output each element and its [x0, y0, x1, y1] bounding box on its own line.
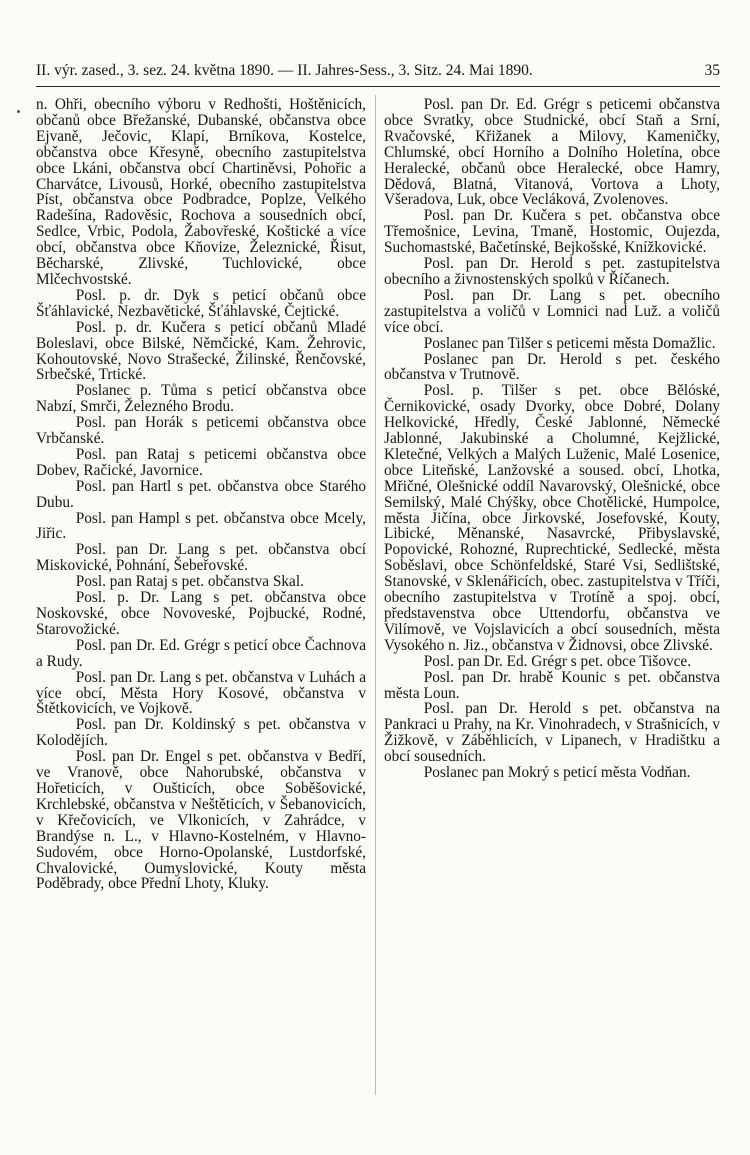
- paragraph: Posl. pan Hartl s pet. občanstva obce Starého Dubu.: [36, 477, 366, 511]
- page-number: 35: [704, 62, 720, 79]
- page-header: [36, 60, 720, 82]
- right-column: [384, 97, 720, 781]
- paragraph: Poslanec p. Tůma s peticí občanstva obce Nabzí, Smrči, Železného Brodu.: [36, 382, 366, 416]
- paragraph: Posl. pan Dr. Koldinský s pet. občanstva v Kolodějích.: [36, 716, 366, 750]
- paragraph: Posl. pan Rataj s pet. občanstva Skal.: [75, 573, 304, 591]
- paragraph: Posl. pan Dr. Herold s pet. zastupitelstva obecního a živnostenských spolků v Říčanech.: [384, 255, 720, 288]
- paragraph: Posl. pan Dr. Lang s pet. obecního zastupitelstva a voličů v Lomnici nad Luž. a voličů více obcí.: [384, 286, 720, 336]
- paragraph: Posl. pan Dr. Lang s pet. občanstva obcí Miskovické, Pohnání, Šebeřovské.: [36, 541, 366, 575]
- paragraph: Posl. p. Dr. Lang s pet. občanstva obce Noskovské, obce Novoveské, Pojbucké, Rodné, Starovožické.: [36, 589, 366, 638]
- paragraph: Posl. pan Dr. Lang s pet. občanstva v Luhách a více obcí, Města Hory Kosové, občanstva v Štětkovicích, ve Vojkově.: [36, 668, 366, 718]
- paragraph: Posl. pan Dr. Ed. Grégr s peticí obce Čachnova a Rudy.: [36, 636, 366, 670]
- print-speck: [17, 110, 20, 113]
- column-divider: [375, 95, 376, 1095]
- paragraph: Posl. p. Tilšer s pet. obce Bělóské, Černikovické, osady Dvorky, obce Dobré, Dolany Helkovické, Hředly, České Jablonné, Německé Jablonné, Jakubinské a Cholumné, Kejžlické, Kletečné, Velkých a Malých Luženic, Malé Losenice, obce Liteňské, Lanžovské a soused. obcí, Lhotka, Mřičné, Olešnické oddíl Navarovský, Olešnické, obce Semilský, Malé Chýšky, obce Chotělické, Humpolce, města Jičína, obce Jirkovské, Josefovské, Kouty, Libické, Měnanské, Nasavrcké, Přibyslavské, Popovické, Rohozné, Ruprechtické, Sedlecké, města Soběslavi, obce Schönfeldské, Staré Vsi, Sedlištské, Stanovské, v Sklenářicích, obec. zastupitelstva v Tříči, obecního zastupitelstva v Trotíně a spoj. obcí, představenstva obce Uttendorfu, občanstva ve Vilímově, ve Vojslavicích a obcí sousedních, města Vysokého n. Jiz., občanstva v Židnovsi, obce Zlivské.: [384, 382, 720, 654]
- header-rule: [36, 86, 720, 87]
- paragraph: Poslanec pan Dr. Herold s pet. českého občanstva v Trutnově.: [384, 350, 720, 384]
- left-column: [36, 97, 366, 892]
- paragraph: Posl. pan Hampl s pet. občanstva obce Mcely, Jiřic.: [36, 509, 366, 543]
- running-head: II. výr. zased., 3. sez. 24. května 1890. — II. Jahres-Sess., 3. Sitz. 24. Mai 1890.: [36, 62, 533, 79]
- paragraph: Posl. pan Rataj s peticemi občanstva obce Dobev, Račické, Javornice.: [36, 445, 366, 479]
- paragraph: Posl. pan Dr. Ed. Grégr s pet. obce Tišovce.: [423, 652, 692, 670]
- paragraph: n. Ohři, obecního výboru v Redhošti, Hoštěnicích, občanů obce Břežanské, Dubanské, občanstva obce Ejvaně, Ječovic, Klapí, Brníkova, Kostelce, občanstva obce Křesyně, obecního zastupitelstva obce Lkáni, občanstva obcí Chartiněvsi, Pohořic a Charvátce, Livousů, Horké, obecního zastupitelstva Píst, občanstva obce Podbradce, Poplze, Velkého Radešína, Radověsic, Rochova a sousedních obcí, Sedlce, Vrbic, Podola, Žabovřeské, Koštické a více obcí, občanstva obce Kňovize, Železnické, Řisut, Běcharské, Zlivské, Tuchlovické, obce Mlčechvostské.: [36, 96, 366, 288]
- paragraph: Poslanec pan Mokrý s peticí města Vodňan.: [423, 764, 691, 782]
- paragraph: Poslanec pan Tilšer s peticemi města Domažlic.: [423, 334, 716, 352]
- paragraph: Posl. pan Dr. Herold s pet. občanstva na Pankraci u Prahy, na Kr. Vinohradech, v Strašnicích, v Žižkově, v Záběhlicích, v Lipanech, v Hradištku a obcí sousedních.: [384, 700, 720, 766]
- paragraph: Posl. pan Dr. Engel s pet. občanstva v Bedří, ve Vranově, obce Nahorubské, občanstva v Hořeticích, v Oušticích, obce Soběšovické, Krchlebské, občanstva v Neštěticích, v Šebanovicích, v Křečovicích, ve Vlkonicích, v Zahrádce, v Brandýse n. L., v Hlavno-Kostelném, v Hlavno-Sudovém, obce Horno-Opolanské, Lustdorfské, Chvalovické, Oumyslovické, Kouty města Poděbrady, obce Přední Lhoty, Kluky.: [36, 748, 366, 893]
- paragraph: Posl. p. dr. Kučera s peticí občanů Mladé Boleslavi, obce Bilské, Němčické, Kam. Žehrovic, Kohoutovské, Novo Strašecké, Žilinské, Řenčovské, Srbečské, Trtické.: [36, 318, 366, 384]
- paragraph: Posl. pan Dr. Ed. Grégr s peticemi občanstva obce Svratky, obce Studnické, obcí Staň a Srní, Rvačovské, Křižanek a Milovy, Kameničky, Chlumské, obcí Horního a Dolního Holetína, obce Heralecké, občanů obce Heralecké, obce Hamry, Dědová, Blatná, Vitanová, Vortova a Lhoty, Všeradova, Luk, obce Vecláková, Zvolenoves.: [384, 96, 720, 209]
- paragraph: Posl. pan Dr. hrabě Kounic s pet. občanstva města Loun.: [384, 668, 720, 702]
- paragraph: Posl. p. dr. Dyk s peticí občanů obce Šťáhlavické, Nezbavětické, Šťáhlavské, Čejtické.: [36, 286, 366, 320]
- paragraph: Posl. pan Dr. Kučera s pet. občanstva obce Třemošnice, Levina, Tmaně, Hostomic, Oujezda, Suchomastské, Bačetínské, Bejkošské, Knížkovické.: [384, 207, 720, 257]
- paragraph: Posl. pan Horák s peticemi občanstva obce Vrbčanské.: [36, 414, 366, 448]
